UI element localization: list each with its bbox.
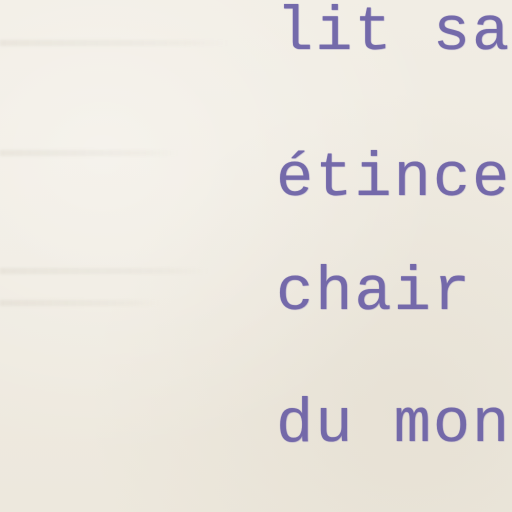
text-line: chair <box>276 257 512 328</box>
text-line: étince <box>276 143 512 214</box>
text-line: du mon <box>276 389 512 460</box>
bleed-through-mark <box>0 150 180 156</box>
text-line: lit sa <box>276 0 512 68</box>
bleed-through-mark <box>0 40 230 46</box>
bleed-through-mark <box>0 300 160 306</box>
bleed-through-mark <box>0 268 210 274</box>
